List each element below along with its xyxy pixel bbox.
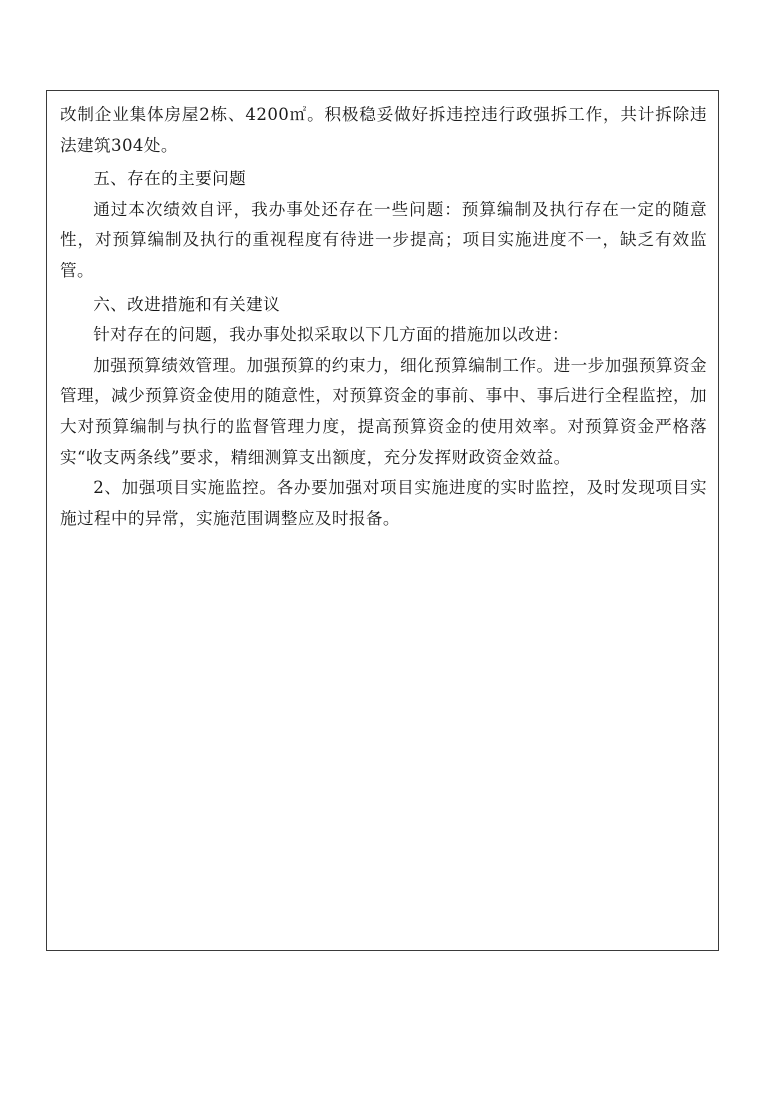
paragraph-improvement-intro: 针对存在的问题，我办事处拟采取以下几方面的措施加以改进： [93, 325, 570, 345]
paragraph-project-monitoring: 2、加强项目实施监控。各办要加强对项目实施进度的实时监控，及时发现项目实施过程中的异常，实施范围调整应及时报备。 [60, 478, 707, 528]
document-frame [46, 90, 719, 951]
section-heading-improvements: 六、改进措施和有关建议 [93, 294, 281, 314]
document-body [60, 100, 707, 534]
paragraph-budget-management: 加强预算绩效管理。加强预算的约束力，细化预算编制工作。进一步加强预算资金管理，减少预算资金使用的随意性，对预算资金的事前、事中、事后进行全程监控，加大对预算编制与执行的监督管理力度，提高预算资金的使用效率。对预算资金严格落实“收支两条线”要求，精细测算支出额度，充分发挥财政资金效益。 [60, 355, 707, 467]
paragraph-problems: 通过本次绩效自评，我办事处还存在一些问题：预算编制及执行存在一定的随意性，对预算编制及执行的重视程度有待进一步提高；项目实施进度不一，缺乏有效监管。 [60, 199, 707, 280]
paragraph-demolition-summary: 改制企业集体房屋2栋、4200㎡。积极稳妥做好拆违控违行政强拆工作，共计拆除违法建筑304处。 [60, 105, 707, 155]
section-heading-main-problems: 五、存在的主要问题 [93, 169, 247, 189]
